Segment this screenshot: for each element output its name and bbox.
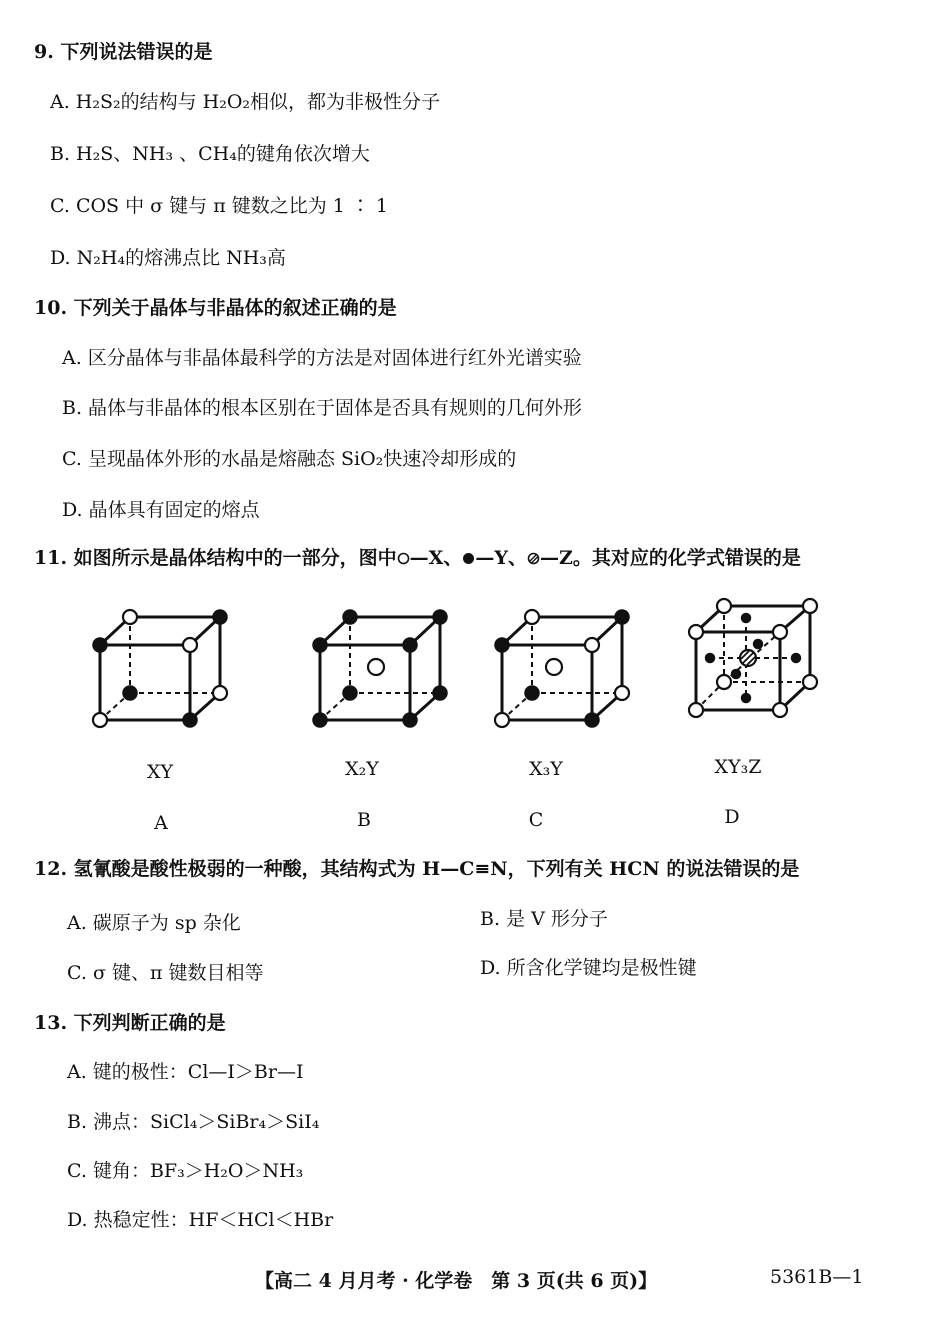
figure-a-formula: XY — [146, 761, 174, 783]
legend-x-circle-icon — [397, 552, 410, 565]
figure-d-formula: XY₃Z — [714, 756, 762, 778]
crystal-figure-d — [688, 598, 828, 723]
q11-stem-prefix: 11. 如图所示是晶体结构中的一部分，图中 — [34, 547, 397, 569]
figure-b-letter: B — [357, 809, 371, 831]
q9-option-a: A. H₂S₂的结构与 H₂O₂相似，都为非极性分子 — [50, 91, 441, 113]
q10-option-d: D. 晶体具有固定的熔点 — [62, 499, 260, 521]
legend-y-dot-icon — [462, 552, 475, 565]
q11-stem — [34, 546, 801, 570]
q13-option-c: C. 键角：BF₃＞H₂O＞NH₃ — [67, 1160, 304, 1182]
figure-d-letter: D — [724, 806, 740, 828]
q10-option-a: A. 区分晶体与非晶体最科学的方法是对固体进行红外光谱实验 — [62, 347, 582, 369]
q13-option-b: B. 沸点：SiCl₄＞SiBr₄＞SiI₄ — [67, 1111, 320, 1133]
q13-option-a: A. 键的极性：Cl—I＞Br—I — [67, 1061, 304, 1083]
q12-option-b: B. 是 V 形分子 — [480, 908, 608, 930]
figure-c-formula: X₃Y — [529, 758, 563, 780]
q12-option-a: A. 碳原子为 sp 杂化 — [67, 912, 241, 934]
q13-option-d: D. 热稳定性：HF＜HCl＜HBr — [67, 1209, 334, 1231]
q9-option-c: C. COS 中 σ 键与 π 键数之比为 1 ∶ 1 — [50, 195, 389, 217]
legend-x-label: —X、 — [409, 547, 463, 569]
page-footer-code: 5361B—1 — [770, 1266, 864, 1288]
figure-c-letter: C — [528, 809, 544, 831]
legend-z-label: —Z。其对应的化学式错误的是 — [540, 547, 801, 569]
q9-option-b: B. H₂S、NH₃ 、CH₄的键角依次增大 — [50, 143, 370, 165]
q12-stem: 12. 氢氰酸是酸性极弱的一种酸，其结构式为 H—C≡N，下列有关 HCN 的说法错误的是 — [34, 858, 800, 880]
q12-option-c: C. σ 键、π 键数目相等 — [67, 962, 264, 984]
figure-a-letter: A — [154, 812, 168, 834]
page-footer-title: 【高二 4 月月考 · 化学卷 第 3 页(共 6 页)】 — [255, 1270, 658, 1292]
q10-option-b: B. 晶体与非晶体的根本区别在于固体是否具有规则的几何外形 — [62, 397, 583, 419]
crystal-figure-b — [310, 605, 450, 735]
q10-stem: 10. 下列关于晶体与非晶体的叙述正确的是 — [34, 297, 397, 319]
q9-stem: 9. 下列说法错误的是 — [34, 41, 213, 63]
legend-z-hatched-icon — [527, 552, 540, 565]
q9-option-d: D. N₂H₄的熔沸点比 NH₃高 — [50, 247, 286, 269]
crystal-figure-a — [90, 605, 230, 735]
q10-option-c: C. 呈现晶体外形的水晶是熔融态 SiO₂快速冷却形成的 — [62, 448, 517, 470]
figure-b-formula: X₂Y — [345, 758, 379, 780]
crystal-figure-c — [492, 605, 632, 735]
q12-option-d: D. 所含化学键均是极性键 — [480, 957, 697, 979]
legend-y-label: —Y、 — [475, 547, 527, 569]
q13-stem: 13. 下列判断正确的是 — [34, 1012, 226, 1034]
